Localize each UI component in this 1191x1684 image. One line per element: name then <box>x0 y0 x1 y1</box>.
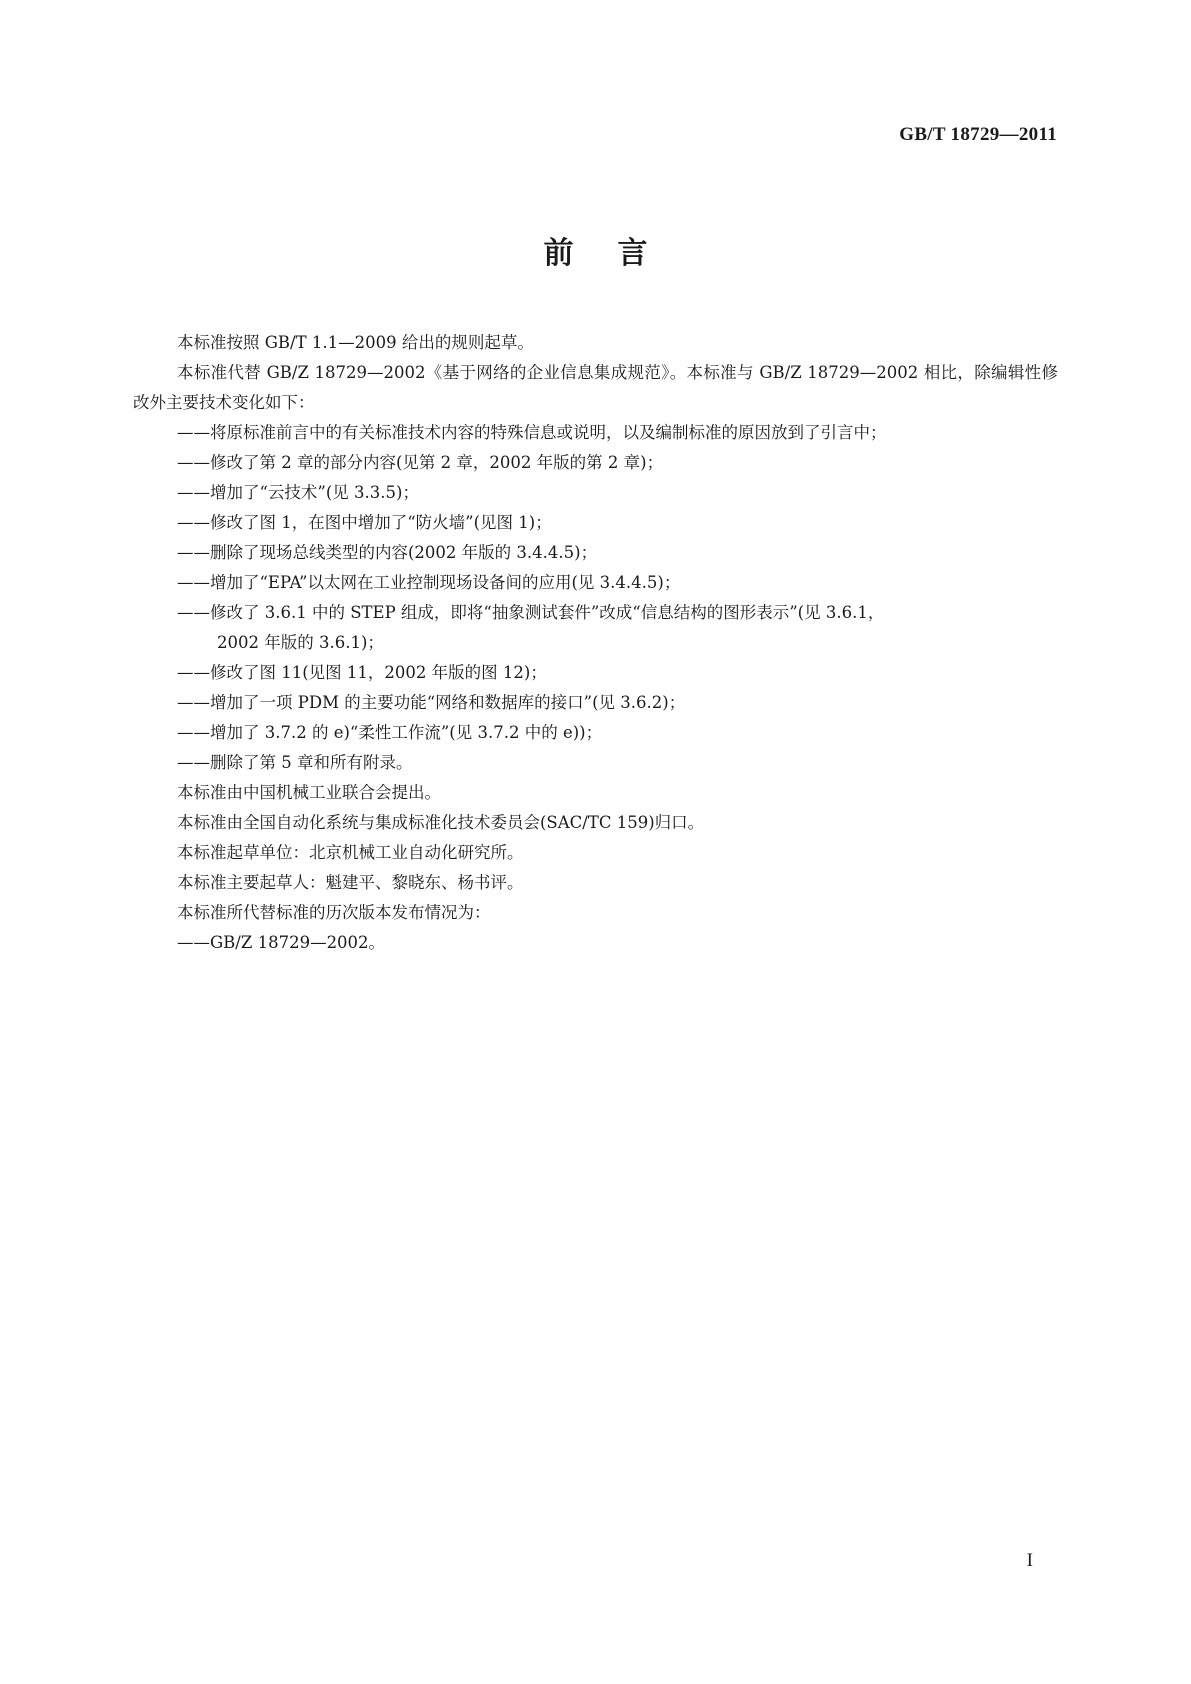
change-item-continuation: 2002 年版的 3.6.1)； <box>217 633 384 652</box>
history-item: ——GB/Z 18729—2002。 <box>177 933 386 952</box>
paragraph-proposer: 本标准由中国机械工业联合会提出。 <box>177 783 441 802</box>
page-number: I <box>1026 1550 1033 1571</box>
change-item: ——将原标准前言中的有关标准技术内容的特殊信息或说明，以及编制标准的原因放到了引言中； <box>177 423 887 442</box>
change-item: ——修改了图 11(见图 11，2002 年版的图 12)； <box>177 663 547 682</box>
paragraph-committee: 本标准由全国自动化系统与集成标准化技术委员会(SAC/TC 159)归口。 <box>177 813 705 832</box>
paragraph-drafting-unit: 本标准起草单位：北京机械工业自动化研究所。 <box>177 843 524 862</box>
paragraph-drafting-rules: 本标准按照 GB/T 1.1—2009 给出的规则起草。 <box>177 333 534 352</box>
document-body <box>133 328 1058 958</box>
paragraph-drafters: 本标准主要起草人：魁建平、黎晓东、杨书评。 <box>177 873 524 892</box>
change-item: ——增加了“EPA”以太网在工业控制现场设备间的应用(见 3.4.4.5)； <box>177 573 681 592</box>
paragraph-history-intro: 本标准所代替标准的历次版本发布情况为： <box>177 903 491 922</box>
change-item: ——修改了图 1，在图中增加了“防火墙”(见图 1)； <box>177 513 552 532</box>
page-title: 前言 <box>543 236 692 271</box>
change-item: ——增加了一项 PDM 的主要功能“网络和数据库的接口”(见 3.6.2)； <box>177 693 686 712</box>
change-item: ——增加了 3.7.2 的 e)“柔性工作流”(见 3.7.2 中的 e))； <box>177 723 603 742</box>
change-item: ——删除了现场总线类型的内容(2002 年版的 3.4.4.5)； <box>177 543 598 562</box>
standard-code: GB/T 18729—2011 <box>899 124 1057 145</box>
change-item: ——修改了第 2 章的部分内容(见第 2 章，2002 年版的第 2 章)； <box>177 453 664 472</box>
change-item: ——增加了“云技术”(见 3.3.5)； <box>177 483 419 502</box>
change-item: ——删除了第 5 章和所有附录。 <box>177 753 413 772</box>
paragraph-replacement: 本标准代替 GB/Z 18729—2002《基于网络的企业信息集成规范》。本标准与 GB/Z 18729—2002 相比，除编辑性修改外主要技术变化如下： <box>133 363 1058 412</box>
change-item: ——修改了 3.6.1 中的 STEP 组成，即将“抽象测试套件”改成“信息结构的图形表示”(见 3.6.1， <box>177 603 885 622</box>
